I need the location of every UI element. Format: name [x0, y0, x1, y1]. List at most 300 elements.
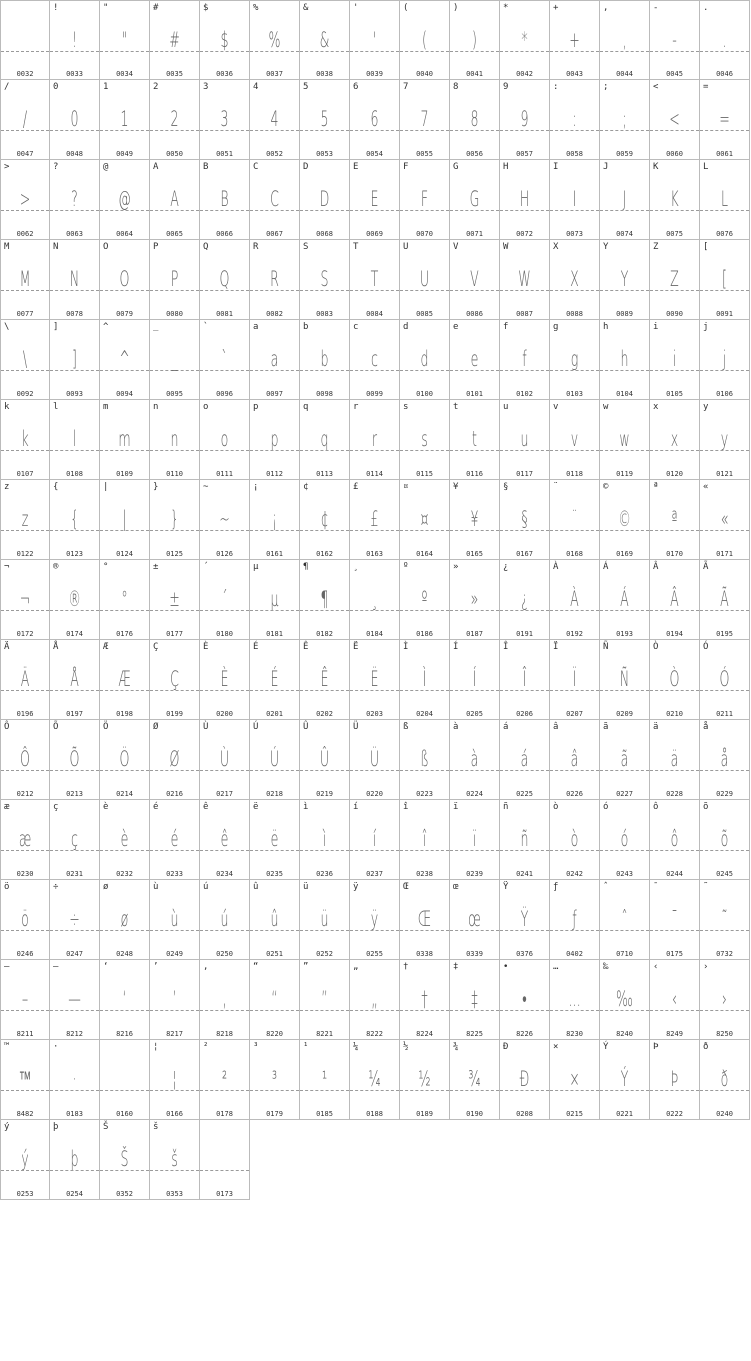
- glyph-code: 0165: [466, 550, 483, 558]
- glyph-code: 0089: [616, 310, 633, 318]
- glyph-label: æ: [4, 802, 10, 812]
- glyph-code: 0201: [266, 710, 283, 718]
- glyph-sample: ": [121, 28, 128, 52]
- glyph-sample: ß: [420, 747, 429, 771]
- glyph-code: 0352: [116, 1190, 133, 1198]
- glyph-sample: ‡: [471, 987, 478, 1011]
- glyph-label: *: [503, 3, 509, 13]
- glyph-code: 0178: [216, 1110, 233, 1118]
- glyph-label: ¥: [453, 482, 459, 492]
- glyph-code: 0043: [566, 70, 583, 78]
- glyph-cell: [450, 960, 500, 1040]
- glyph-code: 0037: [266, 70, 283, 78]
- glyph-code: 0082: [266, 310, 283, 318]
- glyph-sample: „: [371, 987, 378, 1011]
- glyph-code: 0250: [216, 950, 233, 958]
- glyph-label: 3: [203, 82, 209, 92]
- glyph-code: 0225: [516, 790, 533, 798]
- glyph-sample: u: [520, 427, 529, 451]
- glyph-sample: \: [22, 347, 28, 371]
- glyph-sample: d: [420, 347, 429, 371]
- glyph-cell: [500, 320, 550, 400]
- glyph-sample: 7: [420, 107, 429, 131]
- glyph-cell: [450, 480, 500, 560]
- glyph-label: n: [153, 402, 159, 412]
- glyph-sample: à: [470, 747, 479, 771]
- glyph-code: 0078: [66, 310, 83, 318]
- glyph-sample: °: [121, 587, 128, 611]
- glyph-cell: [350, 400, 400, 480]
- glyph-sample: Ÿ: [520, 907, 529, 931]
- glyph-cell: [300, 960, 350, 1040]
- glyph-code: 8482: [16, 1110, 34, 1118]
- glyph-cell: [300, 80, 350, 160]
- glyph-sample: è: [120, 827, 129, 851]
- glyph-code: 0039: [366, 70, 383, 78]
- glyph-label: Õ: [53, 722, 59, 732]
- glyph-label: ü: [303, 882, 309, 892]
- glyph-code: 0221: [616, 1110, 633, 1118]
- glyph-label: µ: [253, 562, 259, 572]
- glyph-label: Ä: [4, 642, 10, 652]
- glyph-code: 0081: [216, 310, 233, 318]
- glyph-label: ': [353, 3, 359, 13]
- glyph-label: ¦: [153, 1042, 159, 1052]
- glyph-code: 0056: [466, 150, 483, 158]
- glyph-sample: [110, 1068, 139, 1090]
- glyph-sample: ': [372, 28, 377, 52]
- glyph-label: Ð: [503, 1042, 509, 1052]
- glyph-cell: [550, 80, 600, 160]
- glyph-sample: ,: [622, 28, 627, 52]
- glyph-label: h: [603, 322, 609, 332]
- glyph-sample: ¦: [172, 1067, 177, 1091]
- glyph-label: %: [253, 3, 259, 13]
- glyph-sample: Ú: [269, 747, 280, 771]
- glyph-label: G: [453, 162, 459, 172]
- glyph-sample: Ó: [719, 667, 730, 691]
- glyph-label: p: [253, 402, 259, 412]
- glyph-code: 0048: [66, 150, 83, 158]
- glyph-label: Š: [103, 1122, 109, 1132]
- glyph-sample: r: [371, 427, 378, 451]
- glyph-sample: F: [420, 187, 429, 211]
- glyph-cell: [250, 480, 300, 560]
- glyph-cell: [50, 1120, 100, 1200]
- glyph-sample: >: [19, 187, 31, 211]
- glyph-code: 0200: [216, 710, 233, 718]
- glyph-sample: Î: [522, 667, 527, 691]
- glyph-label: ñ: [503, 802, 509, 812]
- glyph-cell: [150, 720, 200, 800]
- glyph-sample: 5: [320, 107, 329, 131]
- glyph-cell: [450, 720, 500, 800]
- glyph-label: ý: [4, 1122, 10, 1132]
- glyph-sample: 6: [370, 107, 379, 131]
- glyph-label: X: [553, 242, 559, 252]
- glyph-code: 0116: [466, 470, 483, 478]
- glyph-sample: ²: [221, 1067, 228, 1091]
- glyph-code: 0038: [316, 70, 333, 78]
- glyph-label: Ë: [353, 642, 359, 652]
- glyph-label: Ú: [253, 722, 259, 732]
- glyph-code: 0220: [366, 790, 383, 798]
- glyph-code: 8222: [366, 1030, 383, 1038]
- glyph-label: !: [53, 3, 59, 13]
- glyph-code: 0217: [216, 790, 233, 798]
- glyph-code: 0191: [516, 630, 533, 638]
- glyph-cell: [600, 1040, 650, 1120]
- glyph-code: 0121: [716, 470, 733, 478]
- glyph-cell: [400, 720, 450, 800]
- glyph-label: Ê: [303, 642, 309, 652]
- glyph-label: «: [703, 482, 709, 492]
- glyph-cell: [200, 160, 250, 240]
- glyph-label: ¸: [353, 562, 359, 572]
- glyph-cell: [300, 720, 350, 800]
- glyph-cell: [350, 560, 400, 640]
- glyph-sample: Ñ: [619, 667, 630, 691]
- glyph-cell: [0, 640, 50, 720]
- glyph-label: â: [553, 722, 559, 732]
- glyph-label: ¾: [453, 1042, 459, 1052]
- glyph-label: ´: [203, 562, 209, 572]
- glyph-code: 0102: [516, 390, 533, 398]
- glyph-code: 0240: [716, 1110, 733, 1118]
- glyph-cell: [500, 880, 550, 960]
- glyph-cell: [0, 320, 50, 400]
- glyph-cell: [300, 560, 350, 640]
- glyph-code: 8224: [416, 1030, 433, 1038]
- glyph-code: 0051: [216, 150, 233, 158]
- glyph-label: I: [553, 162, 559, 172]
- glyph-label: .: [703, 3, 709, 13]
- glyph-label: ø: [103, 882, 109, 892]
- glyph-label: ÷: [53, 882, 59, 892]
- glyph-code: 0376: [516, 950, 533, 958]
- glyph-cell: [450, 160, 500, 240]
- glyph-code: 0035: [166, 70, 183, 78]
- glyph-sample: 4: [270, 107, 279, 131]
- glyph-label: á: [503, 722, 509, 732]
- glyph-code: 0184: [366, 630, 383, 638]
- glyph-sample: ×: [569, 1067, 580, 1091]
- glyph-sample: º: [421, 587, 428, 611]
- glyph-sample: ¬: [19, 587, 31, 611]
- glyph-cell: [400, 640, 450, 720]
- glyph-code: 0162: [316, 550, 333, 558]
- glyph-cell: [100, 720, 150, 800]
- glyph-sample: þ: [70, 1147, 79, 1171]
- glyph-cell: [700, 320, 750, 400]
- glyph-label: Â: [653, 562, 659, 572]
- glyph-sample: {: [70, 507, 79, 531]
- glyph-label: •: [503, 962, 509, 972]
- glyph-label: r: [353, 402, 359, 412]
- glyph-cell: [100, 1040, 150, 1120]
- glyph-cell: [150, 1120, 200, 1200]
- glyph-cell: [700, 1040, 750, 1120]
- glyph-sample: å: [720, 747, 729, 771]
- glyph-cell: [650, 640, 700, 720]
- glyph-code: 0173: [216, 1190, 233, 1198]
- glyph-code: 0086: [466, 310, 483, 318]
- glyph-label: R: [253, 242, 259, 252]
- glyph-code: 0252: [316, 950, 333, 958]
- glyph-sample: ®: [68, 587, 81, 611]
- glyph-cell: [450, 320, 500, 400]
- glyph-code: 0168: [566, 550, 583, 558]
- glyph-sample: Š: [120, 1147, 129, 1171]
- glyph-code: 0222: [666, 1110, 683, 1118]
- glyph-sample: R: [270, 267, 279, 291]
- glyph-sample: “: [271, 987, 278, 1011]
- glyph-cell: [500, 0, 550, 80]
- glyph-sample: ÷: [69, 907, 80, 931]
- glyph-label: M: [4, 242, 10, 252]
- glyph-cell: [500, 480, 550, 560]
- glyph-code: 0060: [666, 150, 683, 158]
- glyph-label: Ã: [703, 562, 709, 572]
- glyph-label: b: [303, 322, 309, 332]
- glyph-sample: ô: [670, 827, 679, 851]
- glyph-code: 0183: [66, 1110, 83, 1118]
- glyph-cell: [600, 960, 650, 1040]
- glyph-label: §: [503, 482, 509, 492]
- glyph-cell: [650, 160, 700, 240]
- glyph-label: l: [53, 402, 59, 412]
- glyph-code: 8240: [616, 1030, 633, 1038]
- glyph-sample: T: [370, 267, 379, 291]
- glyph-label: Ü: [353, 722, 359, 732]
- glyph-label: B: [203, 162, 209, 172]
- glyph-label: (: [403, 3, 409, 13]
- glyph-cell: [600, 160, 650, 240]
- glyph-label: A: [153, 162, 159, 172]
- glyph-label: o: [203, 402, 209, 412]
- glyph-code: 0226: [566, 790, 583, 798]
- glyph-cell: [0, 800, 50, 880]
- glyph-cell: [550, 880, 600, 960]
- glyph-label: Ï: [553, 642, 559, 652]
- glyph-cell: [700, 880, 750, 960]
- glyph-code: 0732: [716, 950, 733, 958]
- glyph-cell: [500, 800, 550, 880]
- glyph-code: 0161: [266, 550, 283, 558]
- glyph-code: 0069: [366, 230, 383, 238]
- glyph-sample: ÿ: [370, 907, 379, 931]
- glyph-label: g: [553, 322, 559, 332]
- glyph-sample: È: [220, 667, 229, 691]
- glyph-cell: [600, 880, 650, 960]
- glyph-code: 0224: [466, 790, 483, 798]
- glyph-sample: !: [71, 28, 78, 52]
- glyph-code: 0242: [566, 870, 583, 878]
- glyph-sample: õ: [720, 827, 729, 851]
- glyph-code: 0041: [466, 70, 483, 78]
- glyph-code: 0034: [116, 70, 133, 78]
- glyph-code: 8218: [216, 1030, 233, 1038]
- glyph-sample: *: [521, 28, 528, 52]
- glyph-code: 0249: [166, 950, 183, 958]
- glyph-label: ": [103, 3, 109, 13]
- glyph-cell: [400, 480, 450, 560]
- glyph-label: u: [503, 402, 509, 412]
- glyph-sample: Z: [670, 267, 679, 291]
- glyph-label: °: [103, 562, 109, 572]
- glyph-cell: [700, 240, 750, 320]
- glyph-code: 0044: [616, 70, 633, 78]
- glyph-label: Î: [503, 642, 509, 652]
- glyph-cell: [550, 800, 600, 880]
- glyph-cell: [100, 400, 150, 480]
- glyph-cell: [100, 880, 150, 960]
- glyph-cell: [50, 0, 100, 80]
- glyph-label: »: [453, 562, 459, 572]
- glyph-cell: [50, 320, 100, 400]
- glyph-code: 0186: [416, 630, 433, 638]
- glyph-sample: .: [722, 28, 727, 52]
- glyph-code: 0047: [16, 150, 34, 158]
- glyph-code: 0096: [216, 390, 233, 398]
- glyph-code: 0177: [166, 630, 183, 638]
- glyph-code: 0118: [566, 470, 583, 478]
- glyph-label: U: [403, 242, 409, 252]
- glyph-cell: [50, 880, 100, 960]
- glyph-label: Ÿ: [503, 882, 509, 892]
- glyph-cell: [500, 80, 550, 160]
- glyph-sample: S: [320, 267, 329, 291]
- glyph-code: 0087: [516, 310, 533, 318]
- glyph-cell: [250, 0, 300, 80]
- glyph-cell: [250, 240, 300, 320]
- glyph-code: 0235: [266, 870, 283, 878]
- glyph-cell: [500, 240, 550, 320]
- glyph-label: „: [353, 962, 359, 972]
- glyph-cell: [400, 1040, 450, 1120]
- glyph-code: 0119: [616, 470, 633, 478]
- glyph-cell: [700, 560, 750, 640]
- glyph-cell: [450, 800, 500, 880]
- glyph-cell: [50, 400, 100, 480]
- glyph-sample: h: [620, 347, 629, 371]
- glyph-label: É: [253, 642, 259, 652]
- glyph-label: t: [453, 402, 459, 412]
- glyph-sample: •: [522, 987, 527, 1011]
- glyph-label: T: [353, 242, 359, 252]
- glyph-code: 0190: [466, 1110, 483, 1118]
- glyph-cell: [400, 560, 450, 640]
- glyph-cell: [350, 1040, 400, 1120]
- glyph-sample: ‰: [616, 987, 633, 1011]
- glyph-cell: [0, 80, 50, 160]
- glyph-sample: ”: [321, 987, 328, 1011]
- glyph-cell: [250, 320, 300, 400]
- glyph-sample: ›: [721, 987, 728, 1011]
- glyph-label: ‚: [203, 962, 209, 972]
- glyph-code: 0049: [116, 150, 133, 158]
- glyph-label: &: [303, 3, 309, 13]
- glyph-sample: s: [421, 427, 428, 451]
- glyph-code: 8216: [116, 1030, 133, 1038]
- glyph-cell: [200, 640, 250, 720]
- glyph-code: 0243: [616, 870, 633, 878]
- glyph-sample: v: [570, 427, 579, 451]
- glyph-code: 0228: [666, 790, 683, 798]
- glyph-label: ª: [653, 482, 659, 492]
- glyph-cell: [650, 720, 700, 800]
- glyph-code: 0198: [116, 710, 133, 718]
- glyph-sample: ì: [322, 827, 327, 851]
- glyph-code: 0090: [666, 310, 683, 318]
- glyph-label: ƒ: [553, 882, 559, 892]
- glyph-code: 0080: [166, 310, 183, 318]
- glyph-cell: [650, 880, 700, 960]
- glyph-code: 0117: [516, 470, 533, 478]
- glyph-sample: ò: [570, 827, 579, 851]
- glyph-cell: [400, 0, 450, 80]
- glyph-code: 0174: [66, 630, 83, 638]
- glyph-code: 0214: [116, 790, 133, 798]
- glyph-sample: ¶: [320, 587, 329, 611]
- glyph-label: Þ: [653, 1042, 659, 1052]
- glyph-cell: [450, 240, 500, 320]
- glyph-cell: [450, 560, 500, 640]
- glyph-cell: [0, 160, 50, 240]
- glyph-code: 0197: [66, 710, 83, 718]
- glyph-sample: ƒ: [572, 907, 577, 931]
- glyph-label: ): [453, 3, 459, 13]
- glyph-sample: ä: [670, 747, 679, 771]
- glyph-label: V: [453, 242, 459, 252]
- glyph-cell: [150, 240, 200, 320]
- glyph-label: ð: [703, 1042, 709, 1052]
- glyph-cell: [300, 0, 350, 80]
- glyph-cell: [50, 160, 100, 240]
- glyph-cell: [300, 480, 350, 560]
- glyph-code: 0103: [566, 390, 583, 398]
- glyph-cell: [0, 480, 50, 560]
- glyph-code: 0091: [716, 310, 733, 318]
- glyph-code: 0402: [566, 950, 583, 958]
- glyph-label: †: [403, 962, 409, 972]
- glyph-sample: Ã: [720, 587, 729, 611]
- glyph-sample: x: [670, 427, 679, 451]
- glyph-cell: [450, 880, 500, 960]
- glyph-cell: [350, 800, 400, 880]
- glyph-label: ¯: [653, 882, 659, 892]
- glyph-code: 0202: [316, 710, 333, 718]
- glyph-code: 0046: [716, 70, 733, 78]
- glyph-cell: [350, 880, 400, 960]
- glyph-cell: [100, 800, 150, 880]
- glyph-cell: [500, 640, 550, 720]
- glyph-sample: M: [19, 267, 31, 291]
- glyph-label: O: [103, 242, 109, 252]
- glyph-sample: A: [170, 187, 179, 211]
- glyph-label: -: [653, 3, 659, 13]
- glyph-sample: ¤: [420, 507, 429, 531]
- glyph-cell: [200, 560, 250, 640]
- glyph-sample: Â: [670, 587, 679, 611]
- glyph-sample: †: [421, 987, 428, 1011]
- glyph-cell: [500, 720, 550, 800]
- glyph-label: x: [653, 402, 659, 412]
- glyph-sample: -: [672, 28, 677, 52]
- glyph-sample: î: [422, 827, 427, 851]
- glyph-sample: ´: [221, 587, 228, 611]
- glyph-label: ,: [603, 3, 609, 13]
